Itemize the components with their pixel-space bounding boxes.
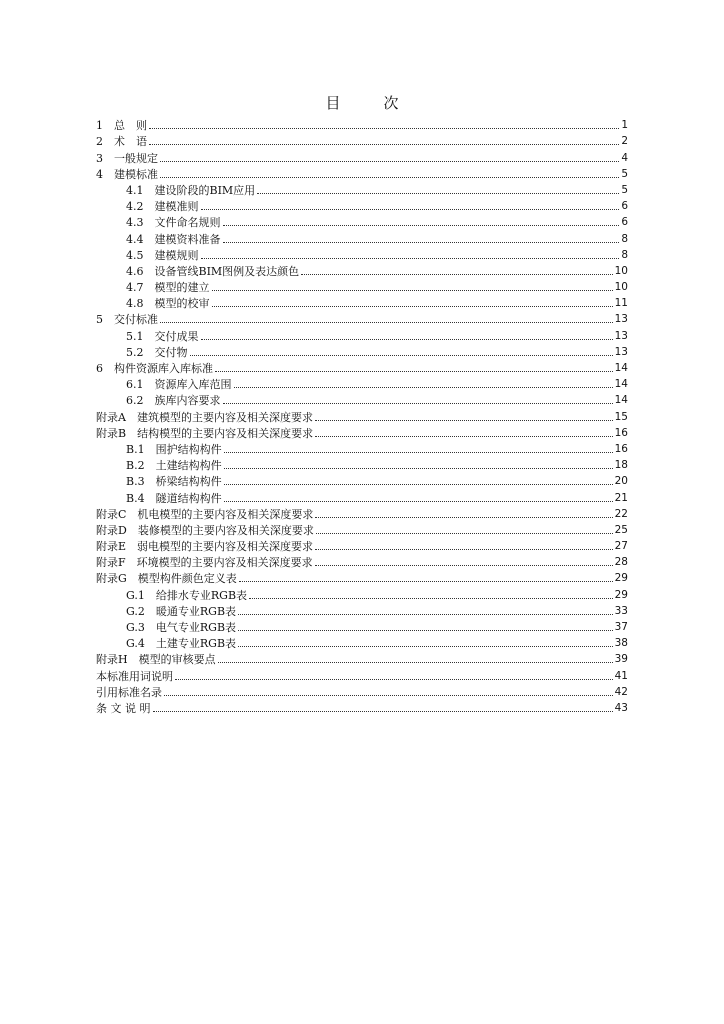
toc-entry-label: B.4 隧道结构构件 — [126, 491, 222, 505]
dot-leader — [238, 629, 613, 631]
toc-entry-label: 附录C 机电模型的主要内容及相关深度要求 — [96, 507, 314, 521]
toc-entry-page-number: 4 — [621, 151, 628, 164]
toc-entry[interactable] — [96, 440, 628, 456]
toc-entry[interactable] — [96, 618, 628, 634]
dot-leader — [201, 338, 613, 340]
toc-entry-label: 4.7 模型的建立 — [126, 281, 210, 295]
dot-leader — [175, 678, 613, 680]
dot-leader — [315, 419, 613, 421]
toc-entry-label: B.1 围护结构构件 — [126, 442, 222, 456]
toc-entry-label: 附录E 弱电模型的主要内容及相关深度要求 — [96, 540, 314, 554]
toc-entry-page-number: 1 — [621, 119, 628, 132]
toc-entry-page-number: 16 — [614, 426, 628, 439]
toc-entry-label: 4.2 建模准则 — [126, 200, 199, 214]
toc-entry-page-number: 42 — [614, 685, 628, 698]
toc-entry-page-number: 22 — [614, 507, 628, 520]
toc-entry-page-number: 41 — [614, 669, 628, 682]
dot-leader — [218, 661, 613, 663]
toc-entry-label: 6.1 资源库入库范围 — [126, 378, 232, 392]
dot-leader — [224, 451, 613, 453]
toc-entry-label: G.3 电气专业RGB表 — [126, 621, 237, 634]
toc-entry-page-number: 38 — [614, 637, 628, 650]
dot-leader — [160, 176, 619, 178]
toc-entry[interactable] — [96, 699, 628, 715]
dot-leader — [164, 694, 613, 696]
toc-entry-label: 1 总 则 — [96, 119, 147, 133]
dot-leader — [224, 467, 613, 469]
toc-entry-label: 5.2 交付物 — [126, 345, 188, 359]
table-of-contents — [96, 116, 628, 715]
dot-leader — [316, 532, 613, 534]
toc-entry-label: 引用标准名录 — [96, 685, 162, 699]
toc-entry-label: 附录F 环境模型的主要内容及相关深度要求 — [96, 556, 313, 570]
dot-leader — [239, 580, 613, 582]
toc-entry[interactable] — [96, 246, 628, 262]
dot-leader — [160, 321, 613, 323]
toc-entry[interactable] — [96, 537, 628, 553]
toc-entry-page-number: 10 — [614, 264, 628, 277]
toc-entry[interactable] — [96, 505, 628, 521]
toc-entry-label: 4.6 设备管线BIM图例及表达颜色 — [126, 264, 300, 278]
toc-entry[interactable] — [96, 650, 628, 666]
toc-entry[interactable] — [96, 326, 628, 342]
toc-entry-page-number: 21 — [614, 491, 628, 504]
dot-leader — [224, 483, 613, 485]
toc-entry-page-number: 14 — [614, 378, 628, 391]
toc-entry-label: 本标准用词说明 — [96, 669, 173, 683]
toc-entry-page-number: 11 — [614, 297, 628, 310]
toc-entry-page-number: 5 — [621, 167, 628, 180]
toc-entry-page-number: 15 — [614, 410, 628, 423]
toc-entry-page-number: 29 — [614, 588, 628, 601]
dot-leader — [223, 224, 620, 226]
toc-entry-label: 附录G 模型构件颜色定义表 — [96, 572, 237, 586]
toc-entry-label: G.4 土建专业RGB表 — [126, 637, 237, 651]
dot-leader — [149, 143, 619, 145]
toc-entry-page-number: 37 — [614, 621, 628, 633]
toc-entry[interactable] — [96, 488, 628, 504]
toc-entry-page-number: 13 — [614, 313, 628, 326]
toc-entry-label: 4.5 建模规则 — [126, 248, 199, 262]
toc-entry-label: 2 术 语 — [96, 135, 147, 149]
dot-leader — [201, 208, 620, 210]
toc-entry-page-number: 43 — [614, 701, 628, 714]
dot-leader — [315, 516, 612, 518]
toc-entry-page-number: 20 — [614, 475, 628, 488]
toc-entry[interactable] — [96, 521, 628, 537]
toc-entry-page-number: 6 — [621, 216, 628, 229]
toc-entry-page-number: 16 — [614, 442, 628, 455]
toc-entry[interactable] — [96, 165, 628, 181]
toc-entry[interactable] — [96, 278, 628, 294]
toc-entry[interactable] — [96, 683, 628, 699]
toc-entry-label: 附录D 装修模型的主要内容及相关深度要求 — [96, 523, 314, 537]
toc-entry-page-number: 5 — [621, 183, 628, 196]
dot-leader — [257, 192, 619, 194]
toc-entry-page-number: 13 — [614, 329, 628, 342]
toc-entry-label: 附录B 结构模型的主要内容及相关深度要求 — [96, 426, 314, 440]
dot-leader — [190, 354, 613, 356]
toc-entry-page-number: 28 — [614, 556, 628, 569]
toc-entry-label: G.2 暖通专业RGB表 — [126, 604, 237, 618]
dot-leader — [212, 289, 613, 291]
dot-leader — [238, 645, 613, 647]
toc-entry-label: 5.1 交付成果 — [126, 329, 199, 343]
toc-entry-label: 条 文 说 明 — [96, 701, 151, 715]
toc-entry-page-number: 6 — [621, 200, 628, 213]
toc-entry-page-number: 33 — [614, 604, 628, 617]
toc-entry-label: 附录A 建筑模型的主要内容及相关深度要求 — [96, 410, 313, 424]
dot-leader — [149, 127, 619, 129]
toc-entry-page-number: 27 — [614, 540, 628, 553]
dot-leader — [160, 160, 619, 162]
toc-entry-label: B.2 土建结构构件 — [126, 459, 222, 473]
toc-entry[interactable] — [96, 634, 628, 650]
toc-entry-label: B.3 桥梁结构构件 — [126, 475, 222, 489]
toc-entry[interactable] — [96, 181, 628, 197]
toc-entry-label: 6 构件资源库入库标准 — [96, 362, 213, 375]
toc-entry[interactable] — [96, 602, 628, 618]
toc-entry[interactable] — [96, 375, 628, 391]
toc-entry[interactable] — [96, 585, 628, 601]
dot-leader — [301, 273, 612, 275]
toc-entry-page-number: 14 — [614, 362, 628, 374]
dot-leader — [315, 435, 613, 437]
dot-leader — [315, 548, 613, 550]
toc-entry-page-number: 8 — [621, 232, 628, 245]
toc-entry-page-number: 29 — [614, 572, 628, 585]
toc-entry[interactable] — [96, 229, 628, 245]
toc-entry[interactable] — [96, 472, 628, 488]
toc-entry-label: 6.2 族库内容要求 — [126, 394, 221, 408]
toc-entry-page-number: 8 — [621, 248, 628, 261]
toc-entry[interactable] — [96, 359, 628, 375]
toc-entry[interactable] — [96, 456, 628, 472]
toc-entry-label: G.1 给排水专业RGB表 — [126, 588, 248, 602]
toc-entry[interactable] — [96, 262, 628, 278]
toc-entry-label: 5 交付标准 — [96, 313, 158, 327]
toc-entry-label: 4 建模标准 — [96, 167, 158, 181]
toc-entry-label: 4.1 建设阶段的BIM应用 — [126, 183, 256, 197]
toc-entry[interactable] — [96, 148, 628, 164]
toc-entry[interactable] — [96, 213, 628, 229]
dot-leader — [234, 386, 613, 388]
toc-entry[interactable] — [96, 553, 628, 569]
toc-entry[interactable] — [96, 116, 628, 132]
dot-leader — [153, 710, 613, 712]
dot-leader — [201, 257, 620, 259]
toc-entry[interactable] — [96, 132, 628, 148]
toc-entry[interactable] — [96, 310, 628, 326]
toc-entry-page-number: 10 — [614, 281, 628, 294]
toc-entry[interactable] — [96, 569, 628, 585]
toc-entry-page-number: 14 — [614, 394, 628, 407]
toc-entry-page-number: 18 — [614, 459, 628, 472]
toc-entry[interactable] — [96, 424, 628, 440]
dot-leader — [223, 241, 620, 243]
toc-entry[interactable] — [96, 391, 628, 407]
toc-entry-label: 3 一般规定 — [96, 151, 158, 165]
toc-entry[interactable] — [96, 197, 628, 213]
dot-leader — [212, 305, 613, 307]
toc-entry-label: 4.3 文件命名规则 — [126, 216, 221, 230]
toc-entry-label: 4.8 模型的校审 — [126, 297, 210, 311]
dot-leader — [215, 370, 613, 372]
dot-leader — [238, 613, 613, 615]
toc-entry-page-number: 13 — [614, 345, 628, 358]
toc-entry-page-number: 25 — [614, 523, 628, 536]
toc-entry-label: 4.4 建模资料准备 — [126, 232, 221, 246]
toc-entry-page-number: 39 — [614, 653, 628, 666]
dot-leader — [315, 564, 613, 566]
toc-entry-label: 附录H 模型的审核要点 — [96, 653, 216, 667]
dot-leader — [223, 402, 613, 404]
toc-entry[interactable] — [96, 294, 628, 310]
toc-entry-page-number: 2 — [621, 135, 628, 148]
toc-title: 目 次 — [325, 94, 413, 112]
dot-leader — [249, 597, 613, 599]
dot-leader — [224, 500, 613, 502]
toc-entry[interactable] — [96, 343, 628, 359]
toc-entry[interactable] — [96, 666, 628, 682]
toc-entry[interactable] — [96, 407, 628, 423]
